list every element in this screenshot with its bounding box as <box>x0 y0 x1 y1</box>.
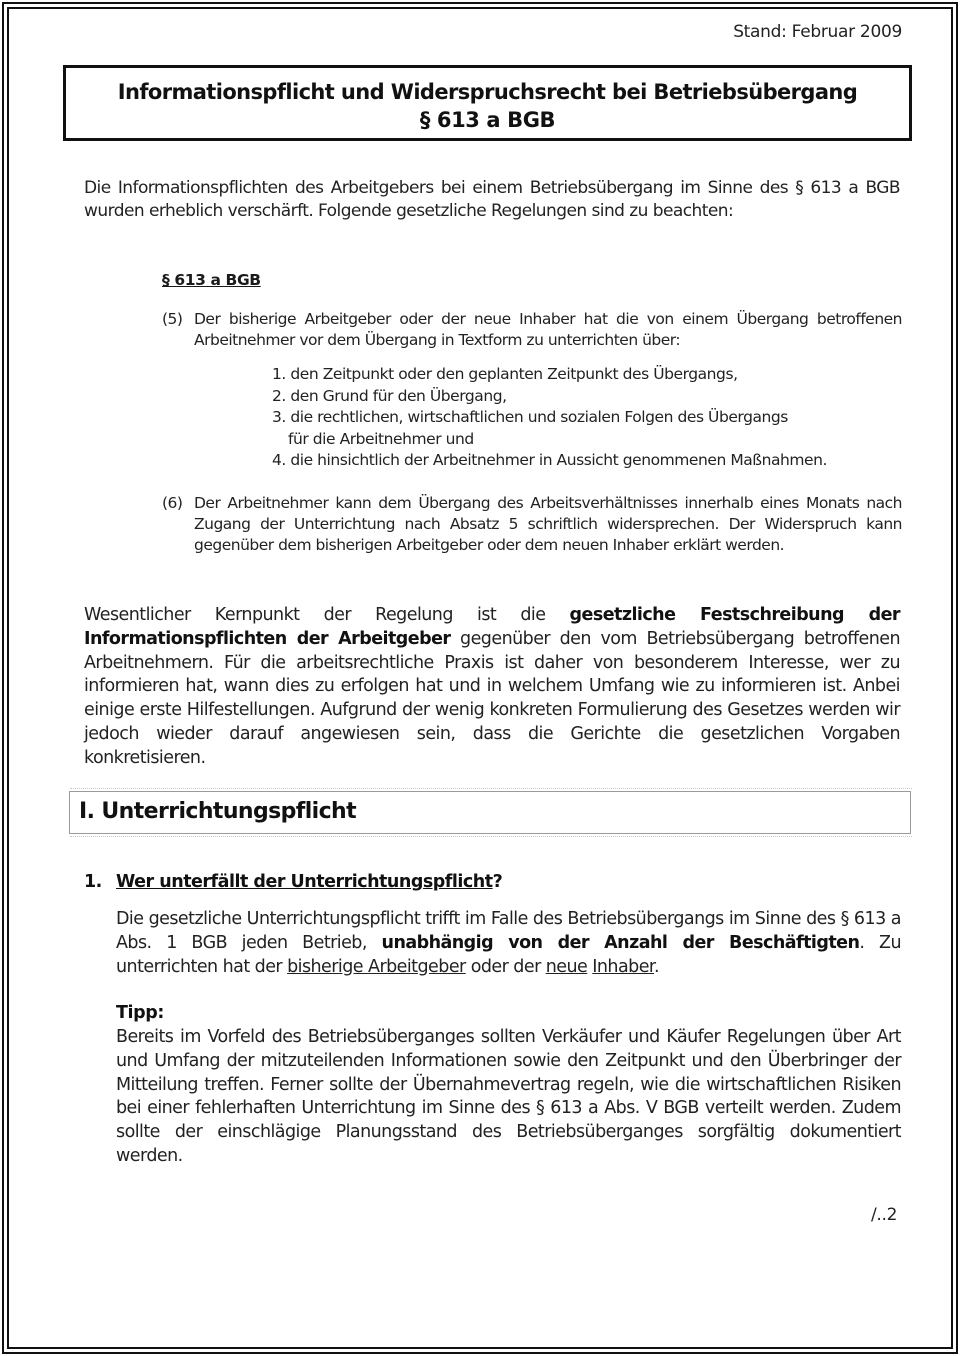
tip-paragraph: Bereits im Vorfeld des Betriebsüberganges sollten Verkäufer und Käufer Regelungen über Art und Umfang der mitzuteilenden Informationen sowie den Zeitpunkt und den Überbringer der Mitteilung treffen. Ferner sollte der Übernahmevertrag regeln, wie die wirtschaftlichen Risiken bei einer fehlerhaften Unterrichtung im Sinne des § 613 a Abs. V BGB verteilt werden. Zudem sollte der einschlägige Planungsstand des Betriebsüberganges sorgfältig dokumentiert werden. <box>116 1027 901 1166</box>
text-run: . Zu unterrichten hat der <box>116 932 901 977</box>
underlined-text: neue <box>545 956 588 977</box>
text-run: . <box>653 956 659 977</box>
text-run: oder der <box>465 956 546 977</box>
paragraph-number: (6) <box>162 494 183 512</box>
divider-dotted <box>70 836 912 837</box>
subsection-suffix: ? <box>492 872 503 892</box>
underlined-text: Inhaber <box>592 956 654 977</box>
text-run: gegenüber den vom Betriebsübergang betroffenen Arbeitnehmern. Für die arbeitsrechtliche Praxis ist daher von besonderem Interesse, wer zu informieren hat, wann dies zu erfolgen hat und in welchem Umfang wie zu informieren ist. Anbei einige erste Hilfestellungen. Aufgrund der wenig konkreten Formulierung des Gesetzes werden wir jedoch wieder darauf angewiesen sein, dass die Gerichte die gesetzlichen Vorgaben konkretisieren. <box>84 628 901 768</box>
subsection-paragraph <box>116 908 901 979</box>
law-list <box>272 364 912 472</box>
page-continuation-marker: /..2 <box>871 1205 898 1225</box>
subsection-heading <box>84 872 502 892</box>
list-item: 3. die rechtlichen, wirtschaftlichen und sozialen Folgen des Übergangs <box>272 408 788 426</box>
section-title: I. Unterrichtungspflicht <box>79 799 357 824</box>
main-paragraph <box>84 604 900 771</box>
list-item: 2. den Grund für den Übergang, <box>272 386 507 405</box>
list-item-continuation: für die Arbeitnehmer und <box>288 429 474 448</box>
underlined-text: bisherige Arbeitgeber <box>287 956 466 977</box>
document-title: Informationspflicht und Widerspruchsrecht bei Betriebsübergang <box>117 80 858 104</box>
law-paragraph-6 <box>162 493 902 556</box>
emphasis-text: unabhängig von der Anzahl der Beschäftigten <box>381 932 860 953</box>
text-run: Die gesetzliche Unterrichtungspflicht trifft im Falle des Betriebsübergangs im Sinne des § 613 a Abs. 1 BGB jeden Betrieb, <box>116 909 901 953</box>
document-subtitle: § 613 a BGB <box>419 108 556 132</box>
text-run: Wesentlicher Kernpunkt der Regelung ist die <box>84 605 570 625</box>
intro-paragraph: Die Informationspflichten des Arbeitgebers bei einem Betriebsübergang im Sinne des § 613 a BGB wurden erheblich verschärft. Folgende gesetzliche Regelungen sind zu beachten: <box>84 178 900 221</box>
section-heading-box <box>69 791 911 834</box>
paragraph-text: Der Arbeitnehmer kann dem Übergang des Arbeitsverhältnisses innerhalb eines Monats nach Zugang der Unterrichtung nach Absatz 5 schriftlich widersprechen. Der Widerspruch kann gegenüber dem bisherigen Arbeitgeber oder dem neuen Inhaber erklärt werden. <box>194 494 902 554</box>
list-item: 1. den Zeitpunkt oder den geplanten Zeitpunkt des Übergangs, <box>272 365 738 383</box>
paragraph-text: Der bisherige Arbeitgeber oder der neue Inhaber hat die von einem Übergang betroffenen Arbeitnehmer vor dem Übergang in Textform zu unterrichten über: <box>194 310 902 349</box>
emphasis-text: gesetzliche Festschreibung der Informationspflichten der Arbeitgeber <box>84 605 900 649</box>
document-date: Stand: Februar 2009 <box>733 22 902 42</box>
subsection-number: 1. <box>84 872 102 892</box>
divider-dotted <box>70 788 912 789</box>
law-heading: § 613 a BGB <box>162 271 261 289</box>
paragraph-number: (5) <box>162 310 183 328</box>
tip-label: Tipp: <box>116 1003 164 1023</box>
list-item: 4. die hinsichtlich der Arbeitnehmer in Aussicht genommenen Maßnahmen. <box>272 451 827 469</box>
law-paragraph-5 <box>162 309 902 351</box>
subsection-title: Wer unterfällt der Unterrichtungspflicht <box>116 872 493 892</box>
title-box <box>63 65 912 141</box>
